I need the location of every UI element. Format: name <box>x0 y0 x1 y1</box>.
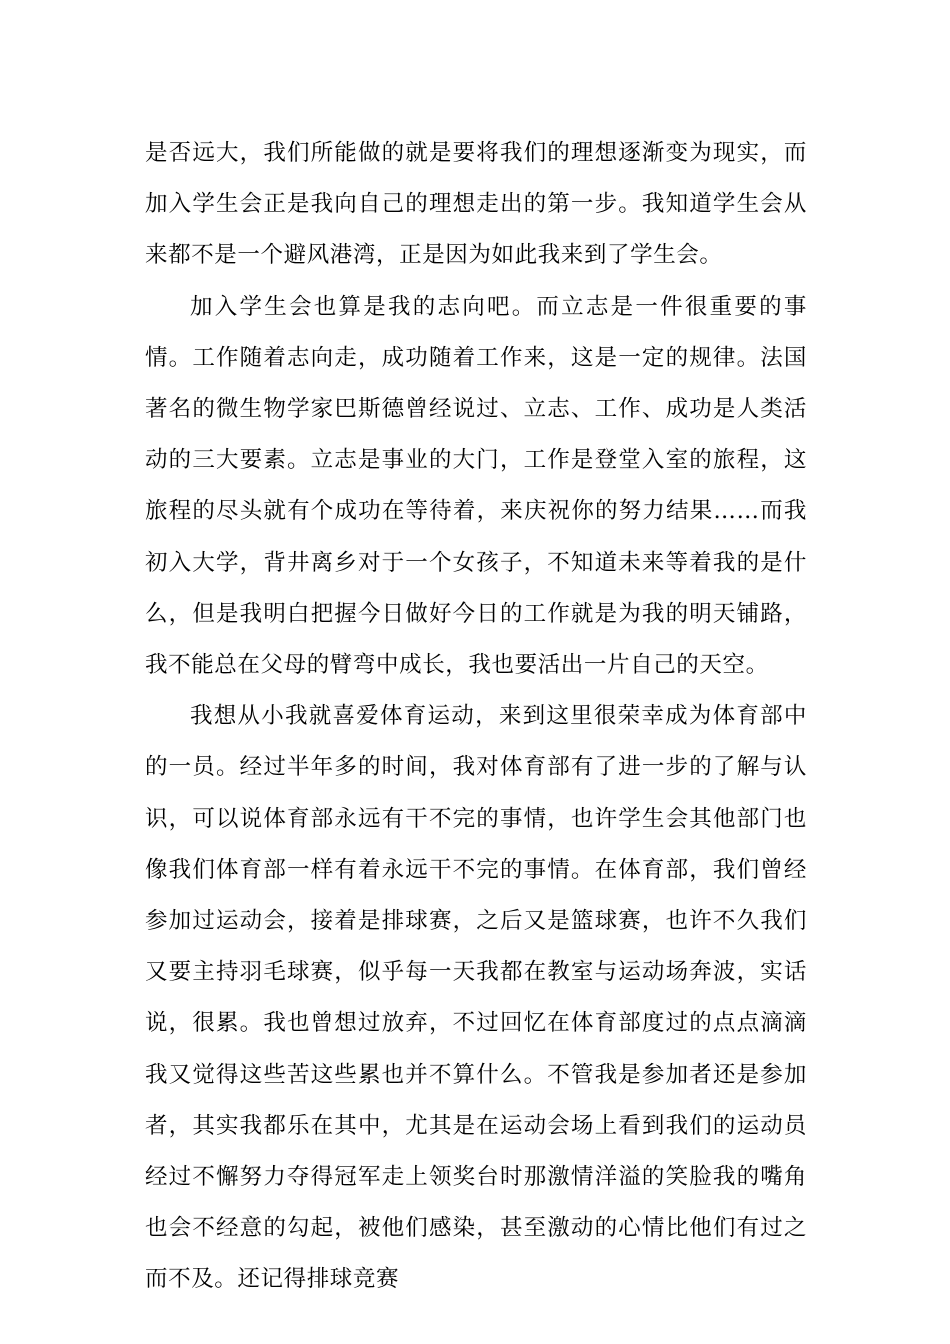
paragraph-3: 我想从小我就喜爱体育运动，来到这里很荣幸成为体育部中的一员。经过半年多的时间，我对体育部有了进一步的了解与认识，可以说体育部永远有干不完的事情，也许学生会其他部门也像我们体育部一样有着永远干不完的事情。在体育部，我们曾经参加过运动会，接着是排球赛，之后又是篮球赛，也许不久我们又要主持羽毛球赛，似乎每一天我都在教室与运动场奔波，实话说，很累。我也曾想过放弃，不过回忆在体育部度过的点点滴滴我又觉得这些苦这些累也并不算什么。不管我是参加者还是参加者，其实我都乐在其中，尤其是在运动会场上看到我们的运动员经过不懈努力夺得冠军走上领奖台时那激情洋溢的笑脸我的嘴角也会不经意的勾起，被他们感染，甚至激动的心情比他们有过之而不及。还记得排球竞赛 <box>145 703 807 1293</box>
document-body <box>145 128 807 1306</box>
paragraph-1: 是否远大，我们所能做的就是要将我们的理想逐渐变为现实，而加入学生会正是我向自己的理想走出的第一步。我知道学生会从来都不是一个避风港湾，正是因为如此我来到了学生会。 <box>145 140 807 269</box>
paragraph-2: 加入学生会也算是我的志向吧。而立志是一件很重要的事情。工作随着志向走，成功随着工作来，这是一定的规律。法国著名的微生物学家巴斯德曾经说过、立志、工作、成功是人类活动的三大要素。立志是事业的大门，工作是登堂入室的旅程，这旅程的尽头就有个成功在等待着，来庆祝你的努力结果……而我初入大学，背井离乡对于一个女孩子，不知道未来等着我的是什么，但是我明白把握今日做好今日的工作就是为我的明天铺路，我不能总在父母的臂弯中成长，我也要活出一片自己的天空。 <box>145 293 807 679</box>
